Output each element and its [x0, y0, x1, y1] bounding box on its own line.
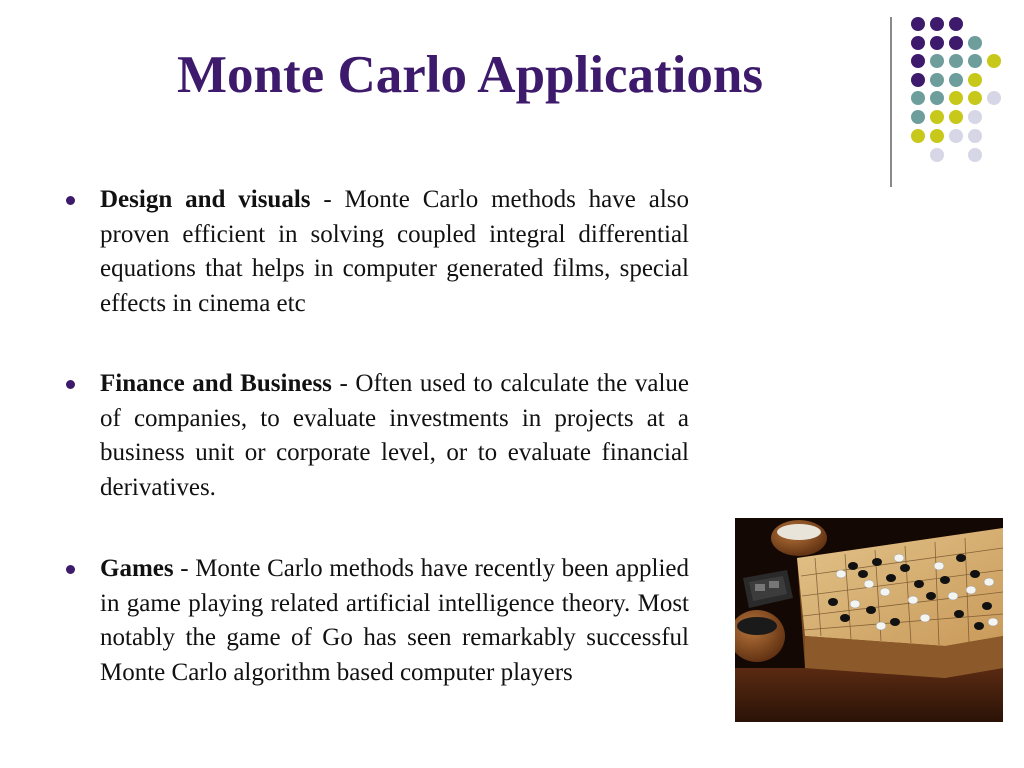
bullet-marker	[66, 196, 75, 205]
decorative-dot	[949, 54, 963, 68]
go-board-photo	[735, 518, 1003, 722]
slide-title: Monte Carlo Applications	[177, 46, 763, 104]
decorative-dot	[968, 91, 982, 105]
decorative-dot	[930, 110, 944, 124]
decorative-dot	[911, 17, 925, 31]
decorative-dot	[930, 148, 944, 162]
bullet-text	[100, 183, 689, 321]
decorative-dot	[968, 36, 982, 50]
bullet-text	[100, 367, 689, 505]
decorative-dot	[968, 129, 982, 143]
bullet-term: Finance and Business	[100, 370, 332, 397]
decorative-dot	[911, 73, 925, 87]
decorative-dot	[930, 129, 944, 143]
decorative-dot	[968, 73, 982, 87]
decorative-dot	[911, 36, 925, 50]
decorative-dot	[949, 110, 963, 124]
bullet-item	[60, 367, 690, 505]
decorative-dot	[930, 54, 944, 68]
decorative-dot	[987, 91, 1001, 105]
decorative-dot	[987, 54, 1001, 68]
decorative-dot	[930, 91, 944, 105]
bullet-term: Games	[100, 555, 174, 582]
bullet-marker	[66, 565, 75, 574]
decorative-dot	[968, 110, 982, 124]
decorative-divider	[890, 17, 892, 187]
bullet-item	[60, 183, 690, 321]
bullet-text	[100, 552, 689, 690]
decorative-dot	[930, 73, 944, 87]
decorative-dot	[911, 129, 925, 143]
decorative-dot	[949, 91, 963, 105]
decorative-dot	[968, 54, 982, 68]
decorative-dot	[949, 17, 963, 31]
decorative-dot	[930, 17, 944, 31]
decorative-dot	[930, 36, 944, 50]
bullet-marker	[66, 380, 75, 389]
decorative-dot	[911, 110, 925, 124]
decorative-dot	[968, 148, 982, 162]
bullet-description: - Often used to calculate the value of companies, to evaluate investments in projects at a business unit or corporate level, or to evaluate financial derivatives.	[100, 370, 689, 501]
go-board-illustration	[735, 518, 1003, 722]
decorative-dot	[949, 73, 963, 87]
decorative-dot	[949, 129, 963, 143]
bullet-description: - Monte Carlo methods have recently been applied in game playing related artificial intelligence theory. Most notably the game of Go has seen remarkably successful Monte Carlo algorithm based computer players	[100, 555, 689, 686]
bullet-term: Design and visuals	[100, 186, 311, 213]
bullet-description: - Monte Carlo methods have also proven efficient in solving coupled integral differential equations that helps in computer generated films, special effects in cinema etc	[100, 186, 689, 317]
decorative-dot	[949, 36, 963, 50]
bullet-item	[60, 552, 690, 690]
decorative-dot	[911, 91, 925, 105]
decorative-dot	[911, 54, 925, 68]
